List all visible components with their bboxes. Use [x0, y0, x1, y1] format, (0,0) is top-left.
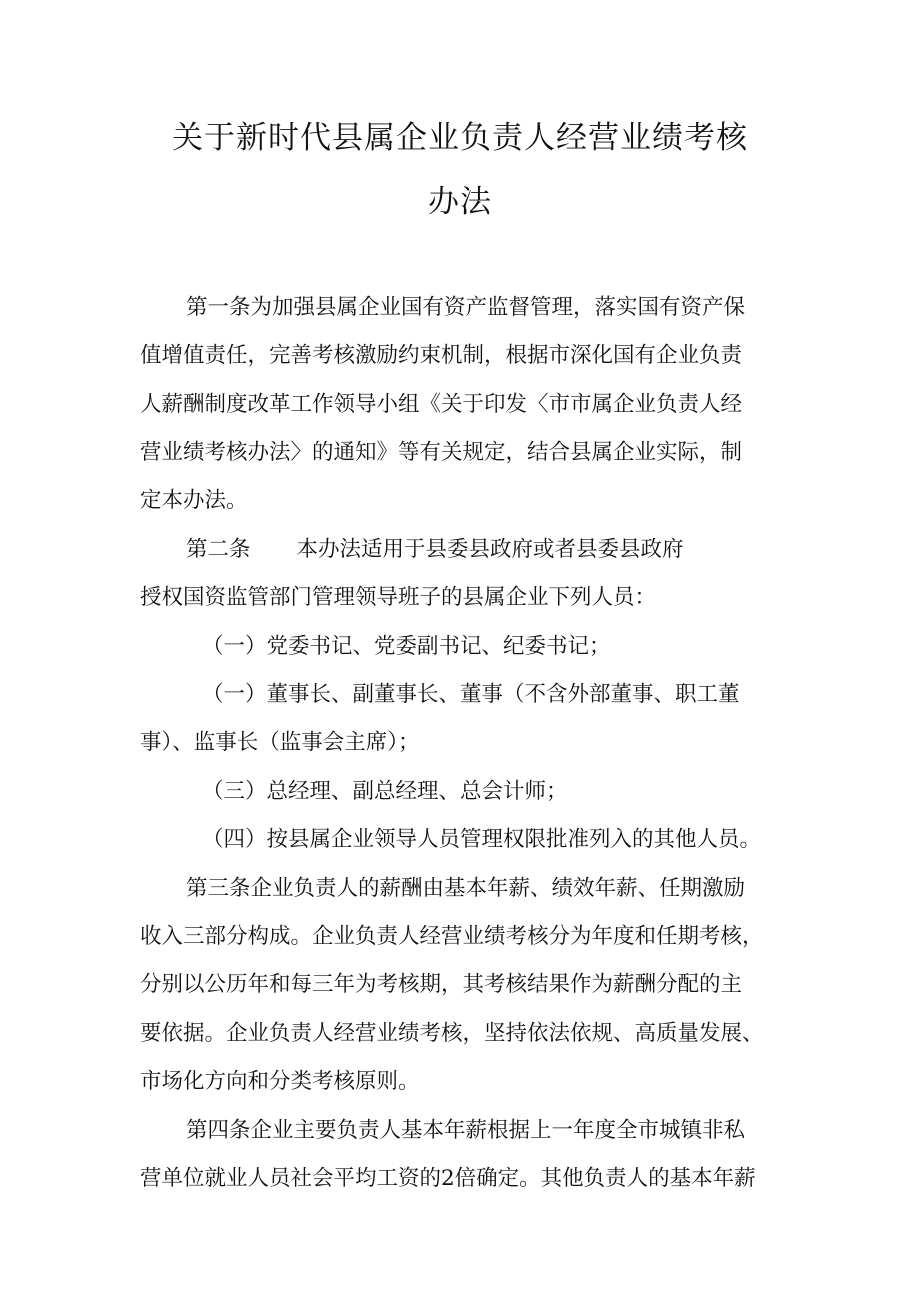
article-2-item-3: （三）总经理、副总经理、总会计师； — [202, 779, 568, 804]
article-2-item-2-line-1: （一）董事长、副董事长、董事（不含外部董事、职工董 — [202, 682, 740, 707]
article-1-line-4: 营业绩考核办法〉的通知》等有关规定，结合县属企业实际，制 — [140, 440, 743, 465]
article-1-line-5: 定本办法。 — [140, 488, 248, 513]
article-1-line-3: 人薪酬制度改革工作领导小组《关于印发〈市市属企业负责人经 — [140, 392, 743, 417]
article-3-line-5: 市场化方向和分类考核原则。 — [140, 1069, 420, 1094]
article-2-line-2: 授权国资监管部门管理领导班子的县属企业下列人员： — [140, 585, 657, 610]
document-title-line-1: 关于新时代县属企业负责人经营业绩考核 — [172, 120, 748, 156]
article-4-line-2: 营单位就业人员社会平均工资的2倍确定。其他负责人的基本年薪 — [140, 1166, 756, 1191]
article-1-line-2: 值增值责任，完善考核激励约束机制，根据市深化国有企业负责 — [140, 343, 743, 368]
article-2-item-4: （四）按县属企业领导人员管理权限批准列入的其他人员。 — [202, 827, 762, 852]
article-2-label: 第二条 — [186, 537, 251, 562]
article-3-line-1: 第三条企业负责人的薪酬由基本年薪、绩效年薪、任期激励 — [186, 876, 746, 901]
article-1-line-1: 第一条为加强县属企业国有资产监督管理，落实国有资产保 — [186, 295, 746, 320]
document-title-line-2: 办法 — [428, 184, 492, 220]
article-3-line-2: 收入三部分构成。企业负责人经营业绩考核分为年度和任期考核， — [140, 924, 764, 949]
article-2-text: 本办法适用于县委县政府或者县委县政府 — [296, 537, 684, 562]
article-2-item-1: （一）党委书记、党委副书记、纪委书记； — [202, 634, 611, 659]
article-4-line-1: 第四条企业主要负责人基本年薪根据上一年度全市城镇非私 — [186, 1118, 746, 1143]
article-3-line-4: 要依据。企业负责人经营业绩考核，坚持依法依规、高质量发展、 — [140, 1021, 764, 1046]
article-2-item-2-line-2: 事）、监事长（监事会主席）； — [140, 730, 420, 755]
article-3-line-3: 分别以公历年和每三年为考核期，其考核结果作为薪酬分配的主 — [140, 972, 743, 997]
article-2-line-1 — [186, 535, 846, 565]
